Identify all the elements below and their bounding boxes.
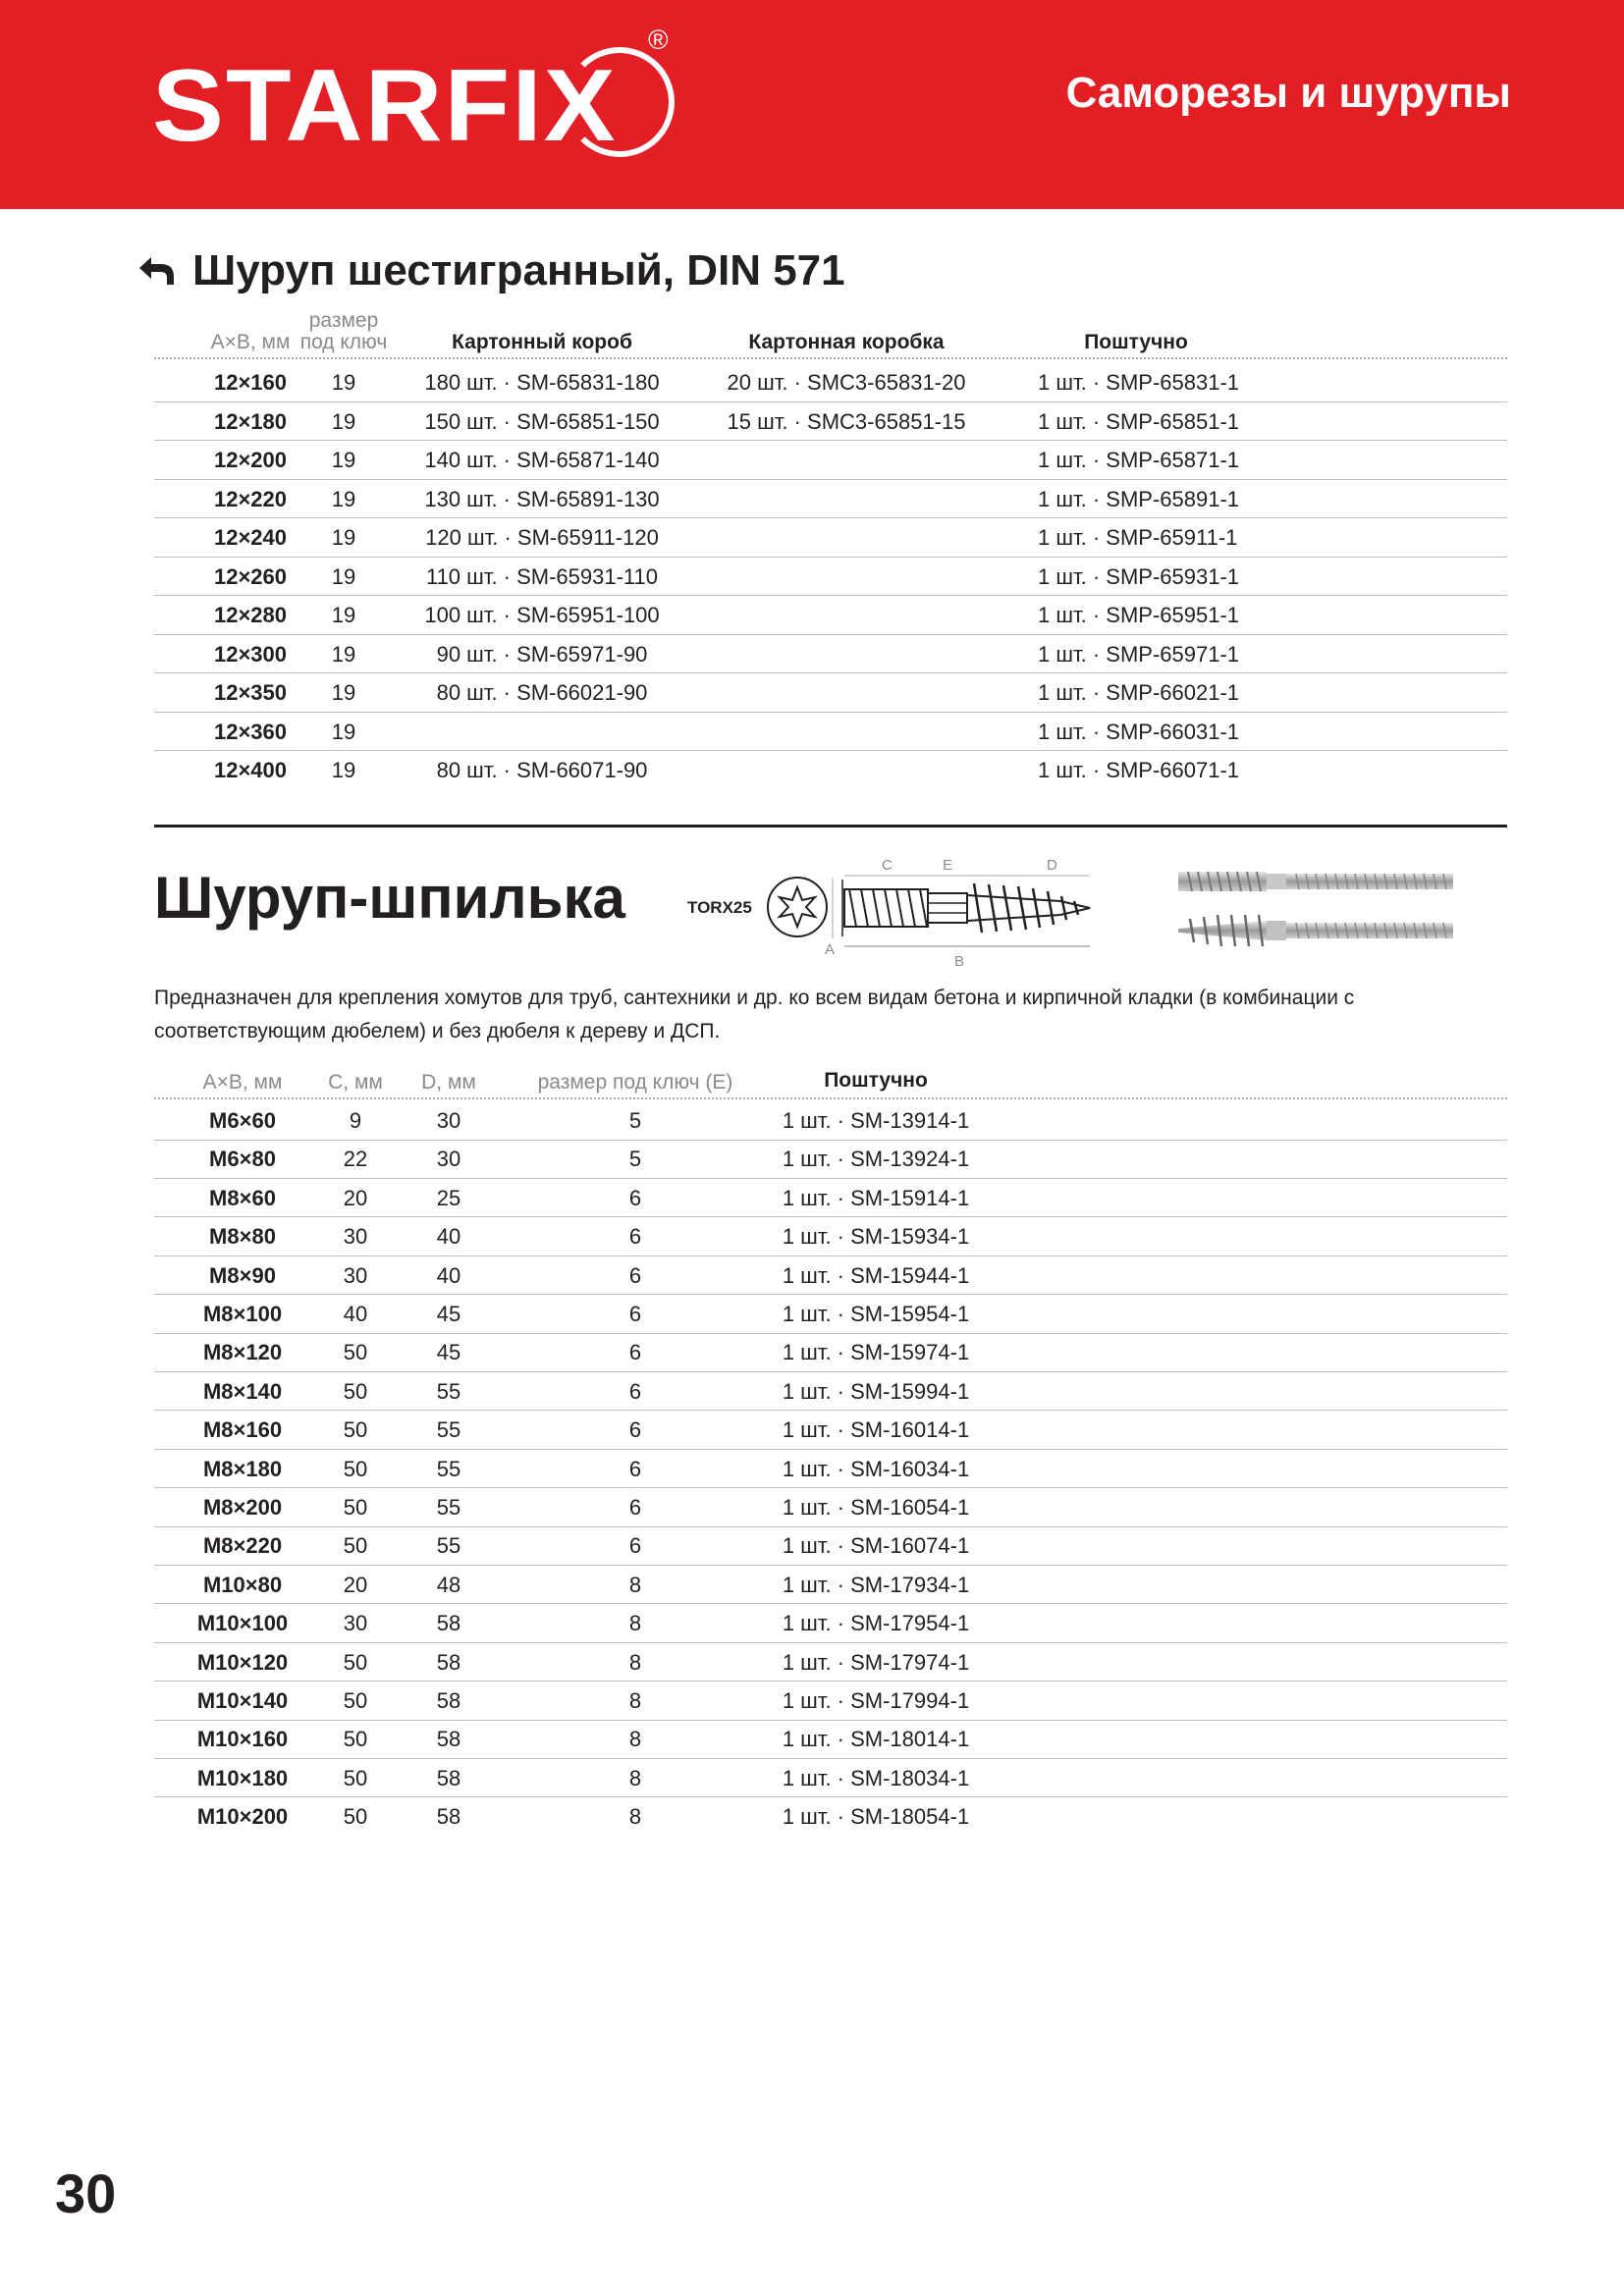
din571-title: Шуруп шестигранный, DIN 571 (192, 246, 845, 294)
piece-cell: 1 шт. · SM-16014-1 (782, 1417, 970, 1443)
piece-cell: 1 шт. · SM-15974-1 (782, 1340, 970, 1365)
piece-cell: 1 шт. · SM-17934-1 (782, 1572, 970, 1597)
dim-e-label: E (943, 857, 953, 874)
size-cell: M8×80 (209, 1224, 276, 1250)
size-cell: M8×180 (202, 1456, 283, 1481)
col-size-header: A×B, мм (210, 331, 291, 353)
brand-name: STARFIX (152, 49, 618, 163)
key-size-cell: 5 (628, 1147, 642, 1172)
d-length-cell: 58 (436, 1611, 461, 1636)
size-cell: M8×140 (202, 1378, 283, 1404)
key-size-cell: 19 (331, 525, 356, 550)
d-length-cell: 58 (436, 1688, 461, 1713)
return-arrow-icon (137, 255, 175, 287)
key-size-cell: 6 (628, 1340, 642, 1365)
table-row (154, 1566, 1507, 1605)
din571-heading (137, 241, 845, 300)
c-length-cell: 30 (343, 1224, 368, 1250)
table-row (154, 713, 1507, 752)
piece-cell: 1 шт. · SM-16074-1 (782, 1533, 970, 1559)
box-cell: 90 шт. · SM-65971-90 (436, 641, 648, 667)
key-size-cell: 8 (628, 1649, 642, 1675)
c-length-cell: 50 (343, 1727, 368, 1752)
piece-cell: 1 шт. · SMP-65951-1 (1038, 603, 1240, 627)
size-cell: M6×60 (209, 1108, 276, 1133)
key-size-cell: 8 (628, 1804, 642, 1830)
d-length-cell: 30 (436, 1108, 461, 1133)
table-row (154, 673, 1507, 713)
size-cell: M10×160 (196, 1727, 289, 1752)
key-size-cell: 6 (628, 1417, 642, 1443)
box-cell: 80 шт. · SM-66071-90 (436, 758, 648, 782)
starfix-logo (152, 25, 682, 204)
key-size-cell: 6 (628, 1185, 642, 1210)
piece-cell: 1 шт. · SM-18034-1 (782, 1765, 970, 1790)
piece-cell: 1 шт. · SMP-65831-1 (1038, 370, 1240, 395)
size-cell: 12×180 (213, 408, 288, 434)
table-row (154, 1217, 1507, 1256)
table-row (154, 1797, 1507, 1837)
size-cell: 12×300 (213, 641, 288, 667)
key-size-cell: 8 (628, 1611, 642, 1636)
stud-screw-photo-top (1178, 872, 1453, 891)
table-row (154, 1450, 1507, 1489)
key-size-cell: 19 (331, 563, 356, 589)
c-length-cell: 20 (343, 1185, 368, 1210)
col-c-header: C, мм (328, 1071, 383, 1094)
size-cell: M8×100 (202, 1302, 283, 1326)
piece-cell: 1 шт. · SMP-65911-1 (1038, 525, 1238, 550)
size-cell: M6×80 (209, 1147, 276, 1172)
table-row (154, 480, 1507, 519)
piece-cell: 1 шт. · SM-18054-1 (782, 1804, 970, 1830)
table-row (154, 1256, 1507, 1296)
key-size-cell: 19 (331, 603, 356, 627)
size-cell: M8×200 (202, 1495, 283, 1520)
c-length-cell: 50 (343, 1340, 368, 1365)
table-row (154, 1759, 1507, 1798)
c-length-cell: 9 (349, 1108, 362, 1133)
table-row (154, 596, 1507, 635)
size-cell: M10×80 (202, 1572, 283, 1597)
table-row (154, 1526, 1507, 1566)
piece-cell: 1 шт. · SMP-65891-1 (1038, 486, 1240, 511)
key-size-cell: 8 (628, 1572, 642, 1597)
box-cell: 150 шт. · SM-65851-150 (424, 408, 660, 434)
table-row (154, 1411, 1507, 1450)
key-size-cell: 6 (628, 1224, 642, 1250)
col-box-header: Картонный короб (452, 331, 632, 353)
key-size-cell: 19 (331, 719, 356, 744)
key-size-cell: 19 (331, 486, 356, 511)
key-size-cell: 19 (331, 408, 356, 434)
d-length-cell: 45 (436, 1340, 461, 1365)
size-cell: M8×90 (209, 1262, 276, 1288)
table-row (154, 1140, 1507, 1179)
table-row (154, 1333, 1507, 1372)
size-cell: M10×200 (196, 1804, 289, 1830)
piece-cell: 1 шт. · SM-17994-1 (782, 1688, 970, 1713)
table-row (154, 1295, 1507, 1334)
piece-cell: 1 шт. · SM-15954-1 (782, 1302, 970, 1326)
c-length-cell: 50 (343, 1495, 368, 1520)
c-length-cell: 50 (343, 1456, 368, 1481)
table-row (154, 1682, 1507, 1721)
torx-head-icon (768, 878, 827, 936)
stud-screw-description: Предназначен для крепления хомутов для труб, сантехники и др. ко всем видам бетона и кирпичной кладки (в комбинации с соответствующим дюбелем) и без дюбеля к дереву и ДСП. (154, 987, 1355, 1042)
piece-cell: 1 шт. · SMP-65871-1 (1038, 448, 1240, 472)
table-row (154, 635, 1507, 674)
size-cell: M10×120 (196, 1649, 289, 1675)
piece-cell: 1 шт. · SM-16054-1 (782, 1495, 970, 1520)
logo-ring-icon (565, 47, 675, 157)
c-length-cell: 40 (343, 1302, 368, 1326)
size-cell: M8×60 (209, 1185, 276, 1210)
col-key-header: размер под ключ (E) (537, 1071, 733, 1094)
box-cell: 180 шт. · SM-65831-180 (424, 370, 660, 395)
din571-table (154, 309, 1507, 803)
c-length-cell: 50 (343, 1533, 368, 1559)
box-cell: 100 шт. · SM-65951-100 (424, 603, 660, 627)
piece-cell: 1 шт. · SM-15914-1 (782, 1185, 970, 1210)
key-size-cell: 8 (628, 1765, 642, 1790)
piece-cell: 1 шт. · SMP-66021-1 (1038, 680, 1240, 705)
key-size-cell: 6 (628, 1495, 642, 1520)
box-cell: 130 шт. · SM-65891-130 (424, 486, 660, 511)
key-size-cell: 19 (331, 370, 356, 395)
d-length-cell: 45 (436, 1302, 461, 1326)
d-length-cell: 58 (436, 1649, 461, 1675)
key-size-cell: 6 (628, 1378, 642, 1404)
key-size-cell: 6 (628, 1456, 642, 1481)
table-header (154, 1064, 1507, 1099)
d-length-cell: 48 (436, 1572, 461, 1597)
c-length-cell: 30 (343, 1262, 368, 1288)
size-cell: 12×350 (213, 680, 288, 705)
box-cell: 120 шт. · SM-65911-120 (425, 525, 659, 550)
c-length-cell: 50 (343, 1649, 368, 1675)
piece-cell: 1 шт. · SM-15944-1 (782, 1262, 970, 1288)
key-size-cell: 6 (628, 1262, 642, 1288)
table-row (154, 751, 1507, 790)
key-size-cell: 6 (628, 1302, 642, 1326)
piece-cell: 1 шт. · SM-13924-1 (782, 1147, 970, 1172)
piece-cell: 1 шт. · SM-15994-1 (782, 1378, 970, 1404)
size-cell: M8×160 (202, 1417, 283, 1443)
dim-c-label: C (882, 857, 893, 874)
size-cell: M8×220 (202, 1533, 283, 1559)
stud-screw-diagram (687, 852, 1149, 968)
size-cell: 12×200 (213, 448, 288, 472)
key-size-cell: 6 (628, 1533, 642, 1559)
c-length-cell: 50 (343, 1765, 368, 1790)
d-length-cell: 40 (436, 1262, 461, 1288)
col-key-header: размер под ключ (299, 309, 388, 353)
table-row (154, 1643, 1507, 1682)
page-number: 30 (55, 2163, 117, 2224)
piece-cell: 1 шт. · SMP-65851-1 (1038, 408, 1240, 434)
catalog-section-title: Саморезы и шурупы (1065, 69, 1511, 117)
piece-cell: 1 шт. · SMP-65931-1 (1038, 563, 1240, 589)
stud-screw-title: Шуруп-шпилька (154, 865, 625, 931)
key-size-cell: 19 (331, 641, 356, 667)
box-cell: 80 шт. · SM-66021-90 (436, 680, 648, 705)
piece-cell: 1 шт. · SMP-65971-1 (1038, 641, 1240, 667)
c-length-cell: 30 (343, 1611, 368, 1636)
dim-d-label: D (1047, 857, 1057, 874)
carton-cell: 20 шт. · SMC3-65831-20 (727, 370, 966, 395)
d-length-cell: 25 (436, 1185, 461, 1210)
table-row (154, 1604, 1507, 1643)
piece-cell: 1 шт. · SM-17974-1 (782, 1649, 970, 1675)
registered-mark: ® (648, 25, 669, 55)
d-length-cell: 55 (436, 1456, 461, 1481)
c-length-cell: 20 (343, 1572, 368, 1597)
d-length-cell: 55 (436, 1378, 461, 1404)
c-length-cell: 22 (343, 1147, 368, 1172)
carton-cell: 15 шт. · SMC3-65851-15 (727, 408, 966, 434)
piece-cell: 1 шт. · SM-13914-1 (782, 1108, 970, 1133)
dim-a-label: A (825, 941, 836, 958)
stud-screw-photo-bottom (1178, 915, 1453, 946)
size-cell: 12×260 (213, 563, 288, 589)
size-cell: M10×140 (196, 1688, 289, 1713)
stud-screw-photo (1168, 852, 1463, 960)
box-cell: 110 шт. · SM-65931-110 (425, 563, 659, 589)
key-size-cell: 19 (331, 680, 356, 705)
table-row (154, 1720, 1507, 1759)
piece-cell: 1 шт. · SMP-66031-1 (1038, 719, 1240, 744)
table-row (154, 1101, 1507, 1141)
box-cell: 140 шт. · SM-65871-140 (424, 448, 660, 472)
piece-cell: 1 шт. · SMP-66071-1 (1038, 758, 1240, 782)
table-row (154, 518, 1507, 558)
size-cell: 12×160 (213, 370, 288, 395)
d-length-cell: 58 (436, 1727, 461, 1752)
col-size-header: A×B, мм (202, 1071, 283, 1094)
page-header (0, 0, 1624, 209)
table-row (154, 1179, 1507, 1218)
size-cell: M8×120 (202, 1340, 283, 1365)
size-cell: 12×360 (213, 719, 288, 744)
col-carton-header: Картонная коробка (748, 331, 945, 353)
d-length-cell: 58 (436, 1765, 461, 1790)
section-divider (154, 825, 1507, 828)
c-length-cell: 50 (343, 1688, 368, 1713)
d-length-cell: 58 (436, 1804, 461, 1830)
table-row (154, 1488, 1507, 1527)
table-header (154, 309, 1507, 359)
table-row (154, 441, 1507, 480)
size-cell: 12×280 (213, 603, 288, 627)
size-cell: 12×240 (213, 525, 288, 550)
piece-cell: 1 шт. · SM-15934-1 (782, 1224, 970, 1250)
col-piece-header: Поштучно (824, 1069, 928, 1092)
d-length-cell: 55 (436, 1417, 461, 1443)
d-length-cell: 40 (436, 1224, 461, 1250)
stud-screw-table (154, 1064, 1507, 1849)
key-size-cell: 5 (628, 1108, 642, 1133)
size-cell: 12×220 (213, 486, 288, 511)
key-size-cell: 8 (628, 1688, 642, 1713)
key-size-cell: 19 (331, 448, 356, 472)
piece-cell: 1 шт. · SM-18014-1 (782, 1727, 970, 1752)
piece-cell: 1 шт. · SM-16034-1 (782, 1456, 970, 1481)
size-cell: M10×180 (196, 1765, 289, 1790)
size-cell: M10×100 (196, 1611, 289, 1636)
d-length-cell: 55 (436, 1495, 461, 1520)
key-size-cell: 8 (628, 1727, 642, 1752)
table-row (154, 402, 1507, 442)
table-row (154, 363, 1507, 402)
table-row (154, 558, 1507, 597)
col-d-header: D, мм (421, 1071, 476, 1094)
torx-label: TORX25 (687, 898, 752, 917)
size-cell: 12×400 (213, 758, 288, 782)
c-length-cell: 50 (343, 1804, 368, 1830)
key-size-cell: 19 (331, 758, 356, 782)
dim-b-label: B (954, 953, 965, 968)
c-length-cell: 50 (343, 1417, 368, 1443)
table-row (154, 1372, 1507, 1412)
d-length-cell: 30 (436, 1147, 461, 1172)
c-length-cell: 50 (343, 1378, 368, 1404)
col-piece-header: Поштучно (1084, 331, 1188, 353)
piece-cell: 1 шт. · SM-17954-1 (782, 1611, 970, 1636)
d-length-cell: 55 (436, 1533, 461, 1559)
